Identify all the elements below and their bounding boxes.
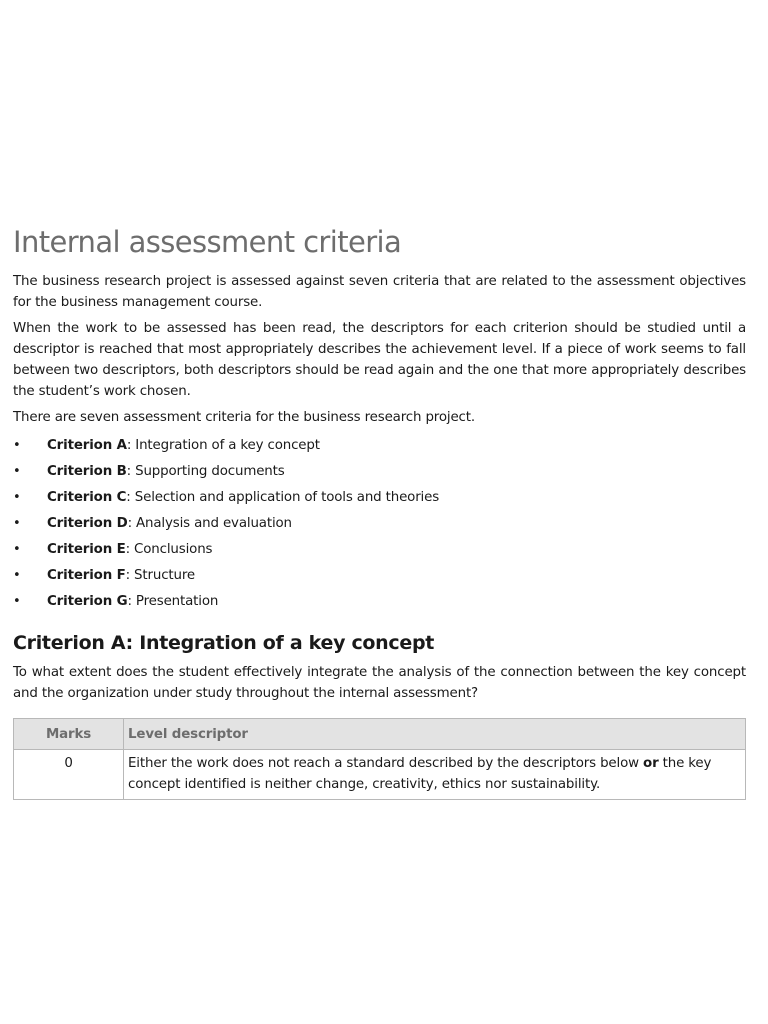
criteria-list [13, 433, 746, 615]
bullet-icon: • [13, 490, 21, 505]
criterion-desc: : Analysis and evaluation [127, 516, 292, 531]
marks-cell: 0 [14, 750, 124, 800]
marks-column-header: Marks [14, 719, 124, 750]
list-item-criterion-b [13, 459, 746, 485]
table-row [14, 750, 746, 800]
descriptor-emphasis: or [643, 756, 659, 771]
list-item-criterion-c [13, 485, 746, 511]
descriptor-cell [124, 750, 746, 800]
bullet-icon: • [13, 594, 21, 609]
criterion-desc: : Selection and application of tools and theories [126, 490, 440, 505]
criterion-name: Criterion D [47, 516, 128, 531]
criterion-desc: : Structure [125, 568, 196, 583]
document-page [13, 222, 746, 800]
list-item-criterion-d [13, 511, 746, 537]
bullet-icon: • [13, 568, 21, 583]
criterion-name: Criterion E [47, 542, 126, 557]
criterion-desc: : Integration of a key concept [126, 438, 320, 453]
descriptor-text-end: the key concept identified is neither change, creativity, ethics nor sustainability. [128, 756, 712, 792]
criterion-name: Criterion B [47, 464, 127, 479]
criterion-name: Criterion F [47, 568, 126, 583]
bullet-icon: • [13, 464, 21, 479]
descriptor-text: Either the work does not reach a standard described by the descriptors below [128, 756, 644, 771]
criterion-desc: : Conclusions [125, 542, 213, 557]
level-descriptor-table [13, 718, 746, 800]
list-item-criterion-f [13, 563, 746, 589]
list-item-criterion-g [13, 589, 746, 615]
criterion-name: Criterion A [47, 438, 127, 453]
list-item-criterion-e [13, 537, 746, 563]
intro-paragraph-1: The business research project is assessed against seven criteria that are related to the assessment objectives for the business management course. [13, 274, 746, 310]
bullet-icon: • [13, 542, 21, 557]
bullet-icon: • [13, 516, 21, 531]
table-header-row [14, 719, 746, 750]
criterion-name: Criterion G [47, 594, 128, 609]
descriptor-column-header: Level descriptor [124, 719, 746, 750]
list-item-criterion-a [13, 433, 746, 459]
criterion-desc: : Supporting documents [126, 464, 285, 479]
bullet-icon: • [13, 438, 21, 453]
section-heading: Criterion A: Integration of a key concept [13, 632, 435, 654]
criterion-desc: : Presentation [127, 594, 219, 609]
intro-paragraph-2: When the work to be assessed has been read, the descriptors for each criterion should be studied until a descriptor is reached that most appropriately describes the achievement level. If a piece of work seems to fall between two descriptors, both descriptors should be read again and the one that more appropriately describes the student’s work chosen. [13, 321, 746, 399]
section-question: To what extent does the student effectively integrate the analysis of the connection between the key concept and the organization under study throughout the internal assessment? [13, 665, 746, 701]
criterion-name: Criterion C [47, 490, 127, 505]
page-title: Internal assessment criteria [13, 225, 402, 259]
intro-paragraph-3: There are seven assessment criteria for the business research project. [13, 410, 475, 425]
